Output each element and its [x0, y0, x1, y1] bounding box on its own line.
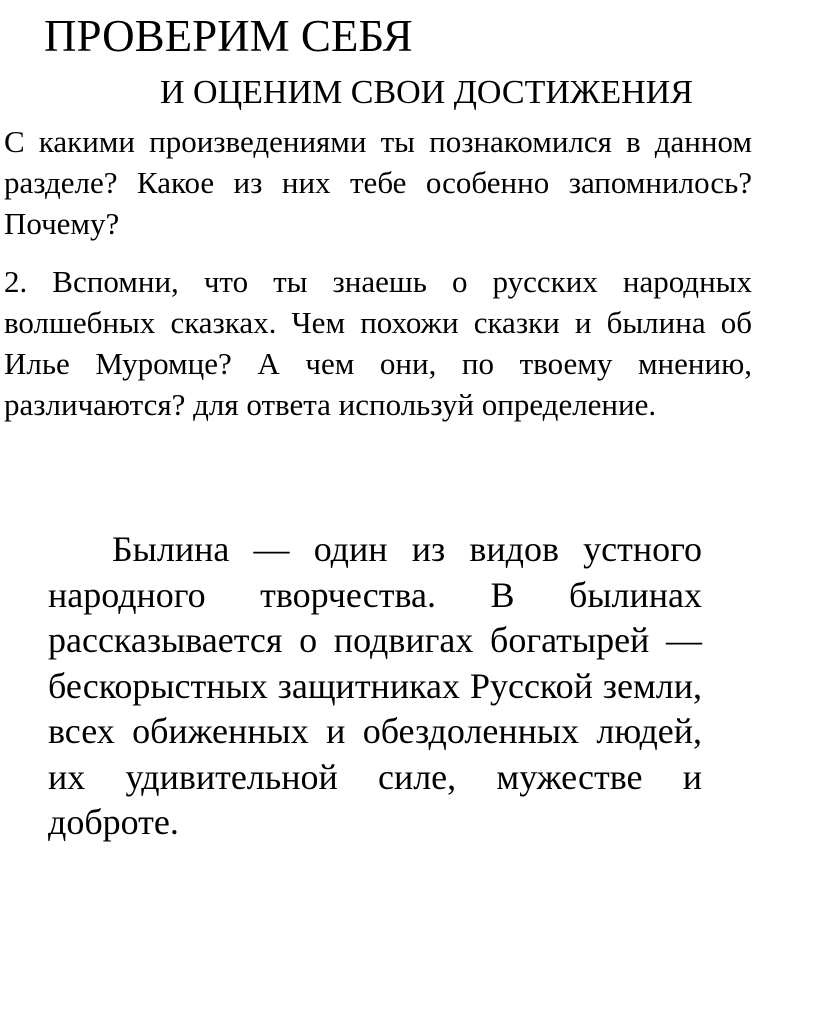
question-2: 2. Вспомни, что ты знаешь о русских народных волшебных сказках. Чем похожи сказки и былина об Илье Муромце? А чем они, по твоему мнению, различаются? для ответа используй определение. — [4, 264, 752, 422]
page-subtitle: И ОЦЕНИМ СВОИ ДОСТИЖЕНИЯ — [160, 74, 693, 111]
bylina-definition: Былина — один из видов устного народного творчества. В былинах рассказывается о подвигах богатырей — бескорыстных защитниках Русской земли, всех обиженных и обездоленных людей, их удивительной силе, мужестве и доброте. — [48, 529, 702, 842]
question-1: С какими произведениями ты познакомился в данном разделе? Какое из них тебе особенно запомнилось? Почему? — [4, 124, 752, 241]
page-title: ПРОВЕРИМ СЕБЯ — [44, 11, 413, 61]
